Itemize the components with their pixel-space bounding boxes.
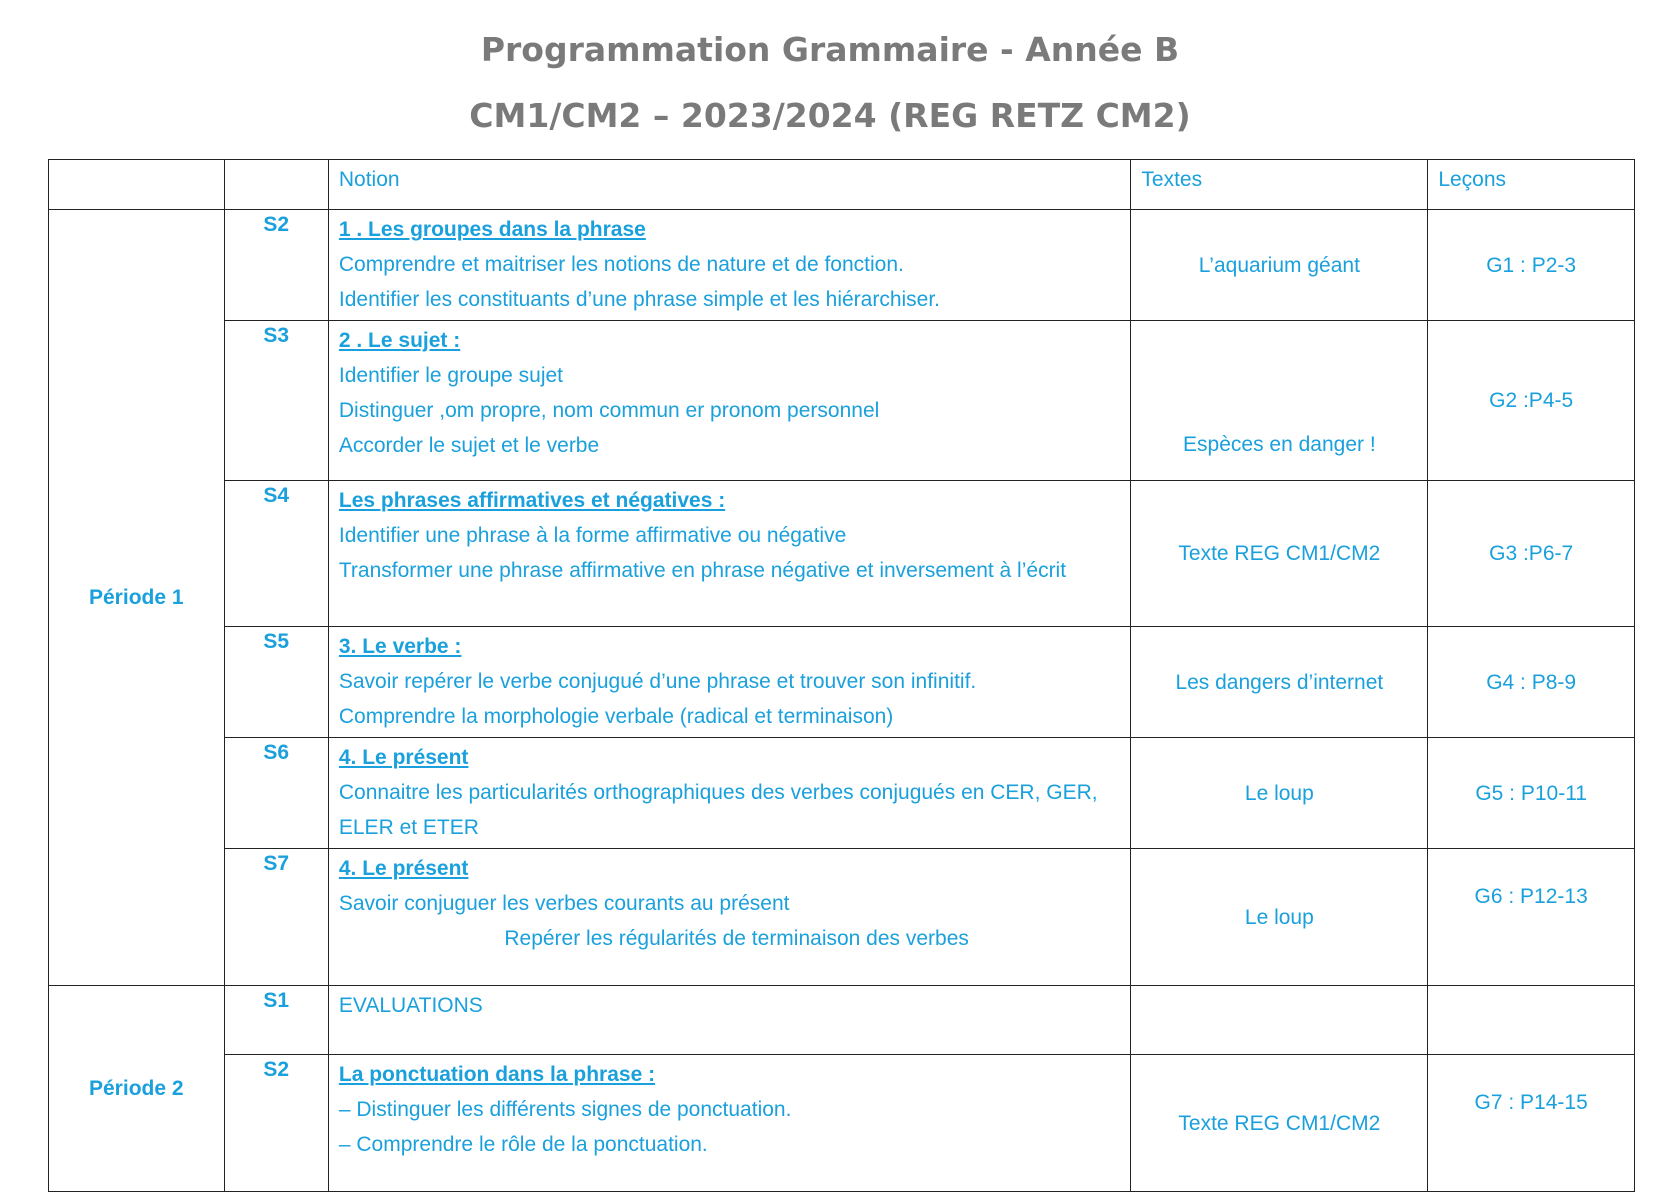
- session-cell: S5: [224, 627, 328, 738]
- lecon-cell: G5 : P10-11: [1428, 738, 1635, 849]
- header-period: [49, 160, 225, 210]
- notion-line: Identifier les constituants d’une phrase simple et les hiérarchiser.: [338, 288, 941, 311]
- session-cell: S4: [224, 481, 328, 627]
- lecon-cell: G4 : P8-9: [1428, 627, 1635, 738]
- header-notion: Notion: [328, 160, 1131, 210]
- session-cell: S2: [224, 1055, 328, 1192]
- header-session: [224, 160, 328, 210]
- notion-line: Transformer une phrase affirmative en phrase négative et inversement à l’écrit: [338, 559, 1067, 582]
- table-row: [49, 210, 1635, 321]
- table-row: [49, 627, 1635, 738]
- notion-cell: [328, 627, 1131, 738]
- texte-cell: L’aquarium géant: [1131, 210, 1428, 321]
- notion-cell: [328, 1055, 1131, 1192]
- notion-heading: 4. Le présent: [338, 857, 469, 880]
- lecon-cell: G2 :P4-5: [1428, 321, 1635, 481]
- session-cell: S3: [224, 321, 328, 481]
- texte-cell: Le loup: [1131, 738, 1428, 849]
- notion-cell: [328, 210, 1131, 321]
- table-row: [49, 481, 1635, 627]
- header-row: [49, 160, 1635, 210]
- notion-line: Savoir conjuguer les verbes courants au présent: [338, 892, 790, 915]
- period-2-label: Période 2: [49, 986, 225, 1192]
- texte-cell: Texte REG CM1/CM2: [1131, 1055, 1428, 1192]
- session-cell: S7: [224, 849, 328, 986]
- notion-line: – Comprendre le rôle de la ponctuation.: [338, 1133, 708, 1156]
- lecon-cell: G1 : P2-3: [1428, 210, 1635, 321]
- notion-heading: La ponctuation dans la phrase :: [338, 1063, 656, 1086]
- texte-cell: Texte REG CM1/CM2: [1131, 481, 1428, 627]
- page-title: Programmation Grammaire - Année B: [480, 30, 1180, 69]
- table-row: [49, 738, 1635, 849]
- table-row: [49, 321, 1635, 481]
- notion-line-centered: Repérer les régularités de terminaison des verbes: [504, 927, 969, 950]
- notion-line: Identifier une phrase à la forme affirmative ou négative: [338, 524, 847, 547]
- table-row: [49, 986, 1635, 1055]
- notion-heading: 2 . Le sujet :: [338, 329, 461, 352]
- notion-cell: [328, 986, 1131, 1055]
- period-1-label: Période 1: [49, 210, 225, 986]
- notion-line: Distinguer ,om propre, nom commun er pronom personnel: [338, 399, 880, 422]
- notion-line: Comprendre la morphologie verbale (radical et terminaison): [338, 705, 894, 728]
- notion-line: Connaitre les particularités orthographiques des verbes conjugués en CER, GER, ELER et ETER: [338, 781, 1098, 839]
- texte-cell: Les dangers d’internet: [1131, 627, 1428, 738]
- table-row: [49, 849, 1635, 986]
- table-row: [49, 1055, 1635, 1192]
- notion-line: Savoir repérer le verbe conjugué d’une phrase et trouver son infinitif.: [338, 670, 977, 693]
- notion-line: Accorder le sujet et le verbe: [338, 434, 600, 457]
- lecon-cell: G3 :P6-7: [1428, 481, 1635, 627]
- header-lecons: Leçons: [1428, 160, 1635, 210]
- notion-cell: [328, 849, 1131, 986]
- notion-plain: EVALUATIONS: [338, 994, 483, 1017]
- session-cell: S1: [224, 986, 328, 1055]
- notion-line: Identifier le groupe sujet: [338, 364, 564, 387]
- notion-cell: [328, 738, 1131, 849]
- lecon-cell: [1428, 986, 1635, 1055]
- notion-cell: [328, 481, 1131, 627]
- header-textes: Textes: [1131, 160, 1428, 210]
- lecon-cell: G7 : P14-15: [1428, 1055, 1635, 1192]
- texte-cell: Espèces en danger !: [1131, 321, 1428, 481]
- texte-cell: Le loup: [1131, 849, 1428, 986]
- notion-heading: 3. Le verbe :: [338, 635, 462, 658]
- notion-cell: [328, 321, 1131, 481]
- notion-heading: 4. Le présent: [338, 746, 469, 769]
- lecon-cell: G6 : P12-13: [1428, 849, 1635, 986]
- programmation-table: [48, 159, 1635, 1192]
- notion-heading: Les phrases affirmatives et négatives :: [338, 489, 726, 512]
- session-cell: S6: [224, 738, 328, 849]
- notion-line: Comprendre et maitriser les notions de nature et de fonction.: [338, 253, 904, 276]
- page-subtitle: CM1/CM2 – 2023/2024 (REG RETZ CM2): [469, 96, 1191, 135]
- notion-line: – Distinguer les différents signes de ponctuation.: [338, 1098, 792, 1121]
- session-cell: S2: [224, 210, 328, 321]
- notion-heading: 1 . Les groupes dans la phrase: [338, 218, 646, 241]
- texte-cell: [1131, 986, 1428, 1055]
